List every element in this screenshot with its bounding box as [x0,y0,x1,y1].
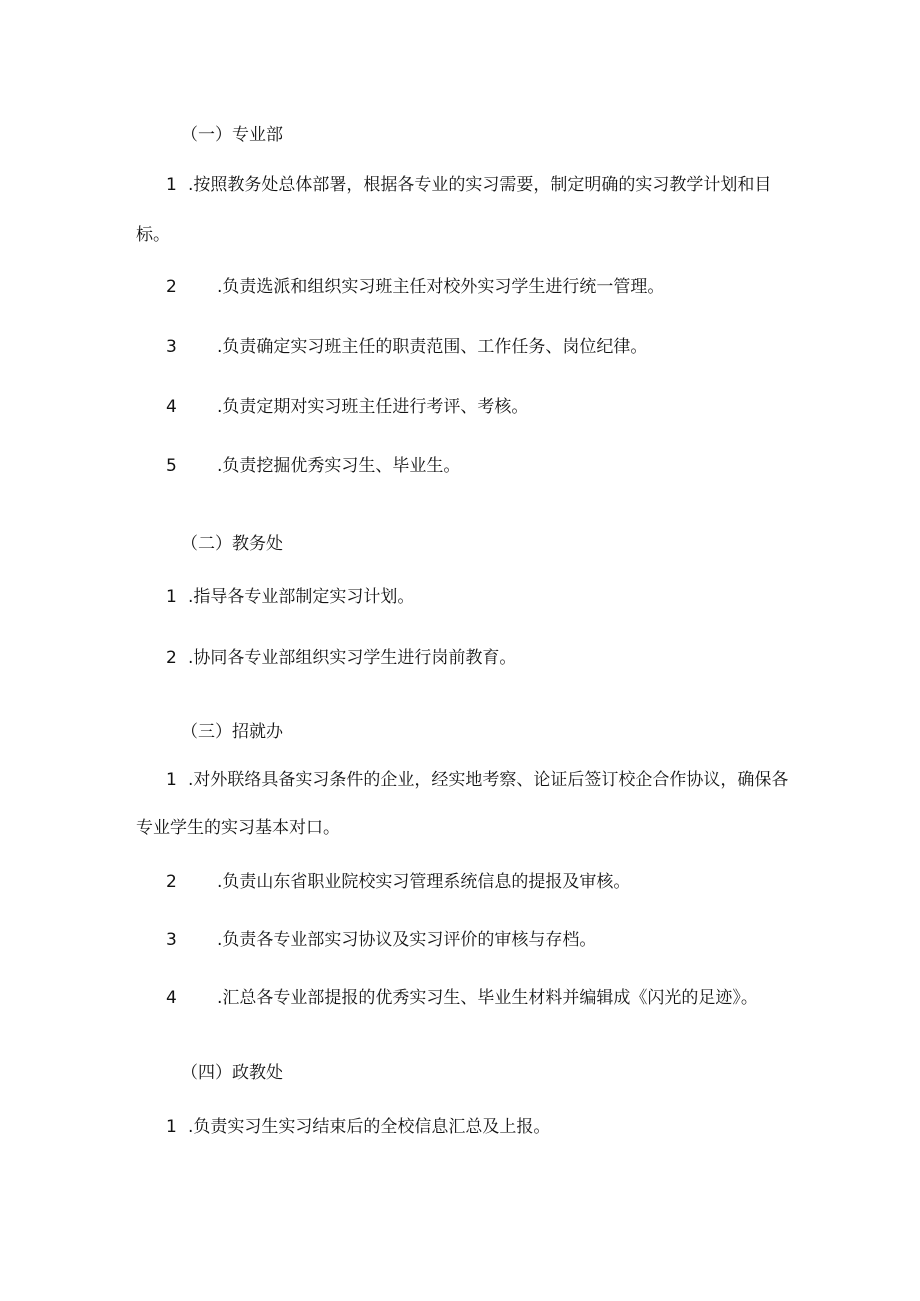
section-heading: （一）专业部 [181,125,283,145]
item-text: .对外联络具备实习条件的企业，经实地考察、论证后签订校企合作协议，确保各 [188,770,789,790]
section-heading: （三）招就办 [181,722,283,742]
item-number: 3 [166,337,177,357]
item-number: 1 [166,175,177,195]
item-number: 1 [166,1117,177,1137]
item-text: .负责选派和组织实习班主任对校外实习学生进行统一管理。 [217,277,665,297]
item-number: 3 [166,930,177,950]
section-heading: （二）教务处 [181,534,283,554]
item-text: .负责定期对实习班主任进行考评、考核。 [217,397,529,417]
item-text: .按照教务处总体部署，根据各专业的实习需要，制定明确的实习教学计划和目 [188,175,772,195]
item-continuation: 专业学生的实习基本对口。 [136,818,340,838]
item-number: 4 [166,397,177,417]
item-text: .负责山东省职业院校实习管理系统信息的提报及审核。 [217,872,631,892]
item-text: .汇总各专业部提报的优秀实习生、毕业生材料并编辑成《闪光的足迹》。 [217,988,758,1008]
item-text: .负责确定实习班主任的职责范围、工作任务、岗位纪律。 [217,337,648,357]
item-number: 2 [166,872,177,892]
item-text: .负责实习生实习结束后的全校信息汇总及上报。 [188,1117,551,1137]
item-number: 2 [166,648,177,668]
item-text: .协同各专业部组织实习学生进行岗前教育。 [188,648,517,668]
item-text: .负责各专业部实习协议及实习评价的审核与存档。 [217,930,597,950]
item-number: 4 [166,988,177,1008]
item-number: 5 [166,456,177,476]
item-number: 2 [166,277,177,297]
item-text: .指导各专业部制定实习计划。 [188,587,415,607]
item-continuation: 标。 [136,225,170,245]
item-text: .负责挖掘优秀实习生、毕业生。 [217,456,461,476]
section-heading: （四）政教处 [181,1063,283,1083]
item-number: 1 [166,770,177,790]
item-number: 1 [166,587,177,607]
